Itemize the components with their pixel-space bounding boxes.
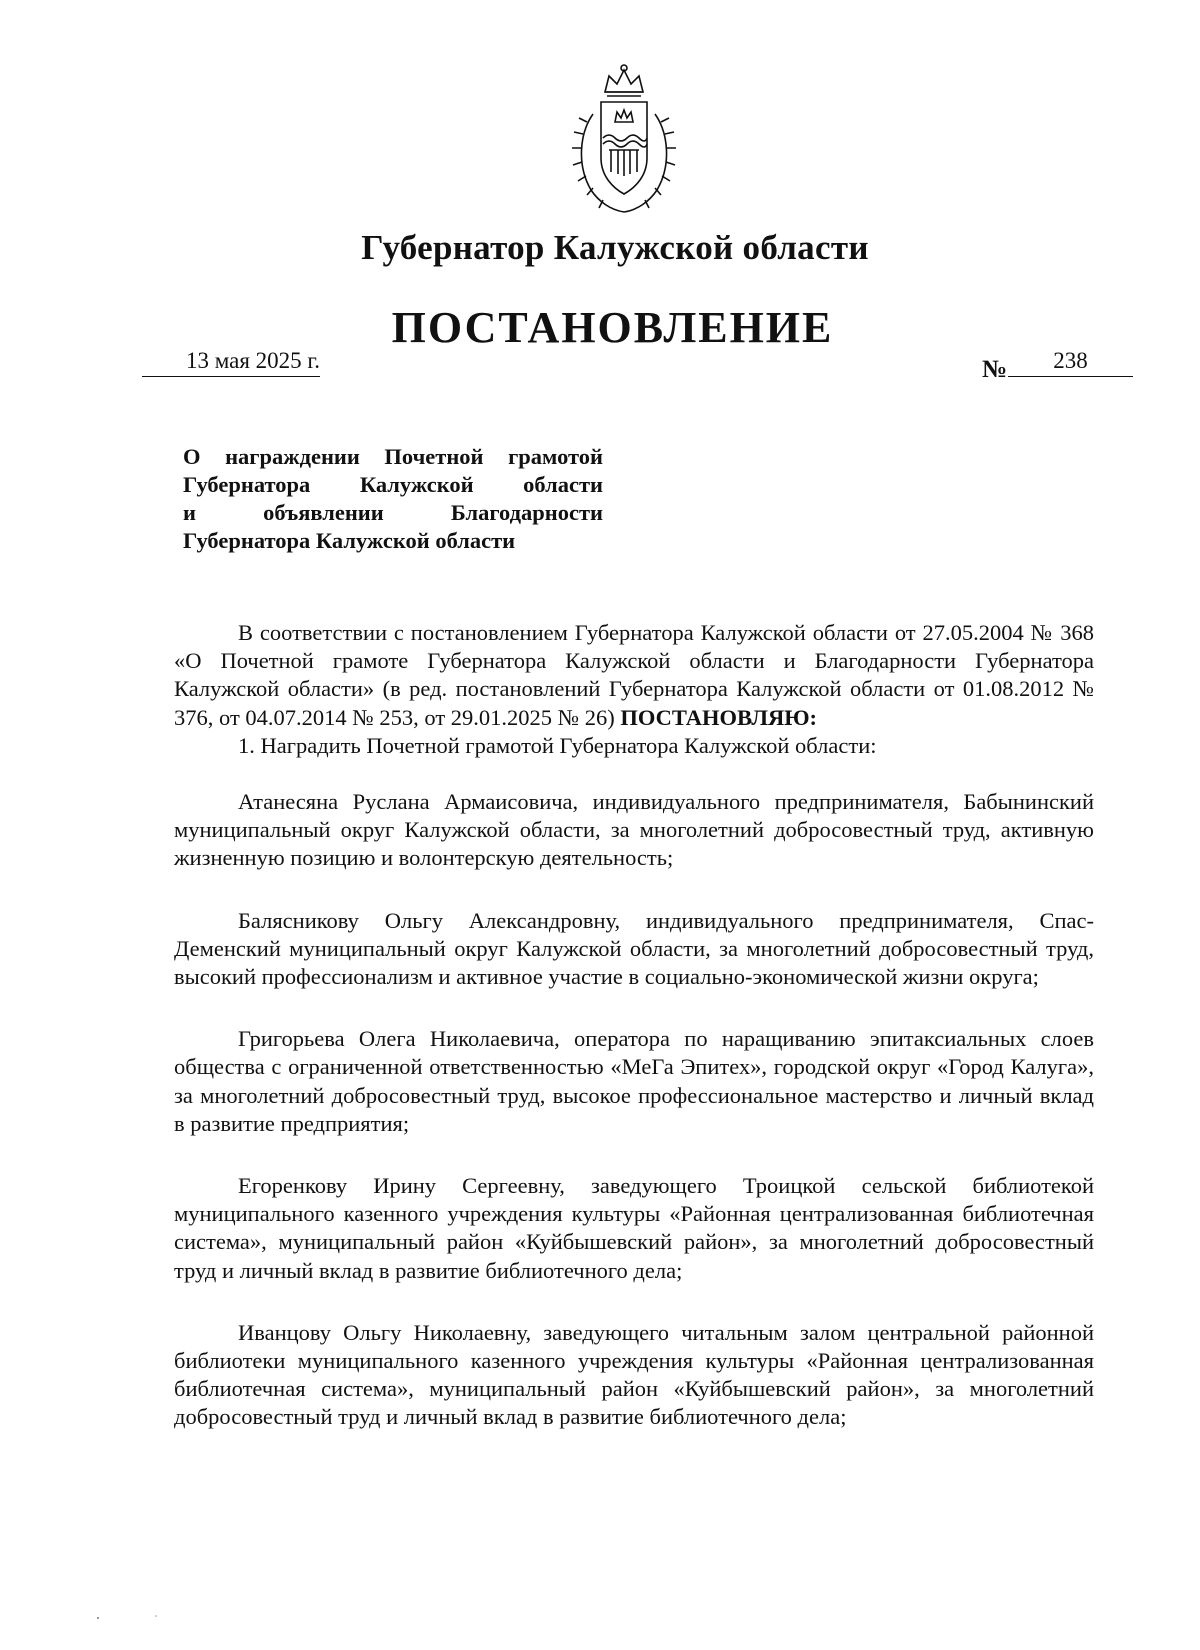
subject-line: Губернатора Калужской области (183, 472, 603, 497)
item-1-heading: 1. Наградить Почетной грамотой Губернатора Калужской области: (238, 732, 877, 758)
subject-line: О награждении Почетной грамотой (183, 444, 603, 469)
document-date: 13 мая 2025 г. (142, 348, 320, 377)
preamble-paragraph (174, 619, 1094, 732)
awardee-paragraph: Атанесяна Руслана Армаисовича, индивидуального предпринимателя, Бабынинский муниципальный округ Калужской области, за многолетний добросовестный труд, активную жизненную позицию и волонтерскую деятельность; (174, 789, 1094, 871)
issuer-title: Губернатор Калужской области (361, 228, 869, 267)
awardee-paragraph: Егоренкову Ирину Сергеевну, заведующего Троицкой сельской библиотекой муниципального казенного учреждения культуры «Районная централизованная библиотечная система», муниципальный район «Куйбышевский район», за многолетний добросовестный труд и личный вклад в развитие библиотечного дела; (174, 1173, 1094, 1283)
document-number: 238 (1008, 348, 1133, 377)
awardee-paragraph: Григорьева Олега Николаевича, оператора по наращиванию эпитаксиальных слоев общества с ограниченной ответственностью «МеГа Эпитех», городской округ «Город Калуга», за многолетний добросовестный труд, высокое профессиональное мастерство и личный вклад в развитие предприятия; (174, 1026, 1094, 1136)
scan-specks (94, 1608, 174, 1628)
awardee-paragraph: Иванцову Ольгу Николаевну, заведующего читальным залом центральной районной библиотеки муниципального казенного учреждения культуры «Районная централизованная библиотечная система», муниципальный район «Куйбышевский район», за многолетний добросовестный труд и личный вклад в развитие библиотечного дела; (174, 1319, 1094, 1430)
subject-line: и объявлении Благодарности (183, 500, 603, 525)
document-subject (183, 443, 603, 555)
preamble-text: В соответствии с постановлением Губернатора Калужской области от 27.05.2004 № 368 «О Почетной грамоте Губернатора Калужской области и Благодарности Губернатора Калужской области» (в ред. постановлений Губернатора Калужской области от 01.08.2012 № 376, от 04.07.2014 № 253, от 29.01.2025 № 26) (174, 620, 1094, 730)
document-number-label: № (982, 356, 1008, 383)
awardee-paragraph: Балясникову Ольгу Александровну, индивидуального предпринимателя, Спас-Деменский муниципальный округ Калужской области, за многолетний добросовестный труд, высокий профессионализм и активное участие в социально-экономической жизни округа; (174, 907, 1094, 990)
coat-of-arms-icon (565, 62, 683, 218)
subject-line: Губернатора Калужской области (183, 528, 516, 553)
resolve-keyword: ПОСТАНОВЛЯЮ: (620, 704, 818, 730)
document-type-title: ПОСТАНОВЛЕНИЕ (391, 303, 834, 352)
document-body (174, 619, 1094, 1466)
